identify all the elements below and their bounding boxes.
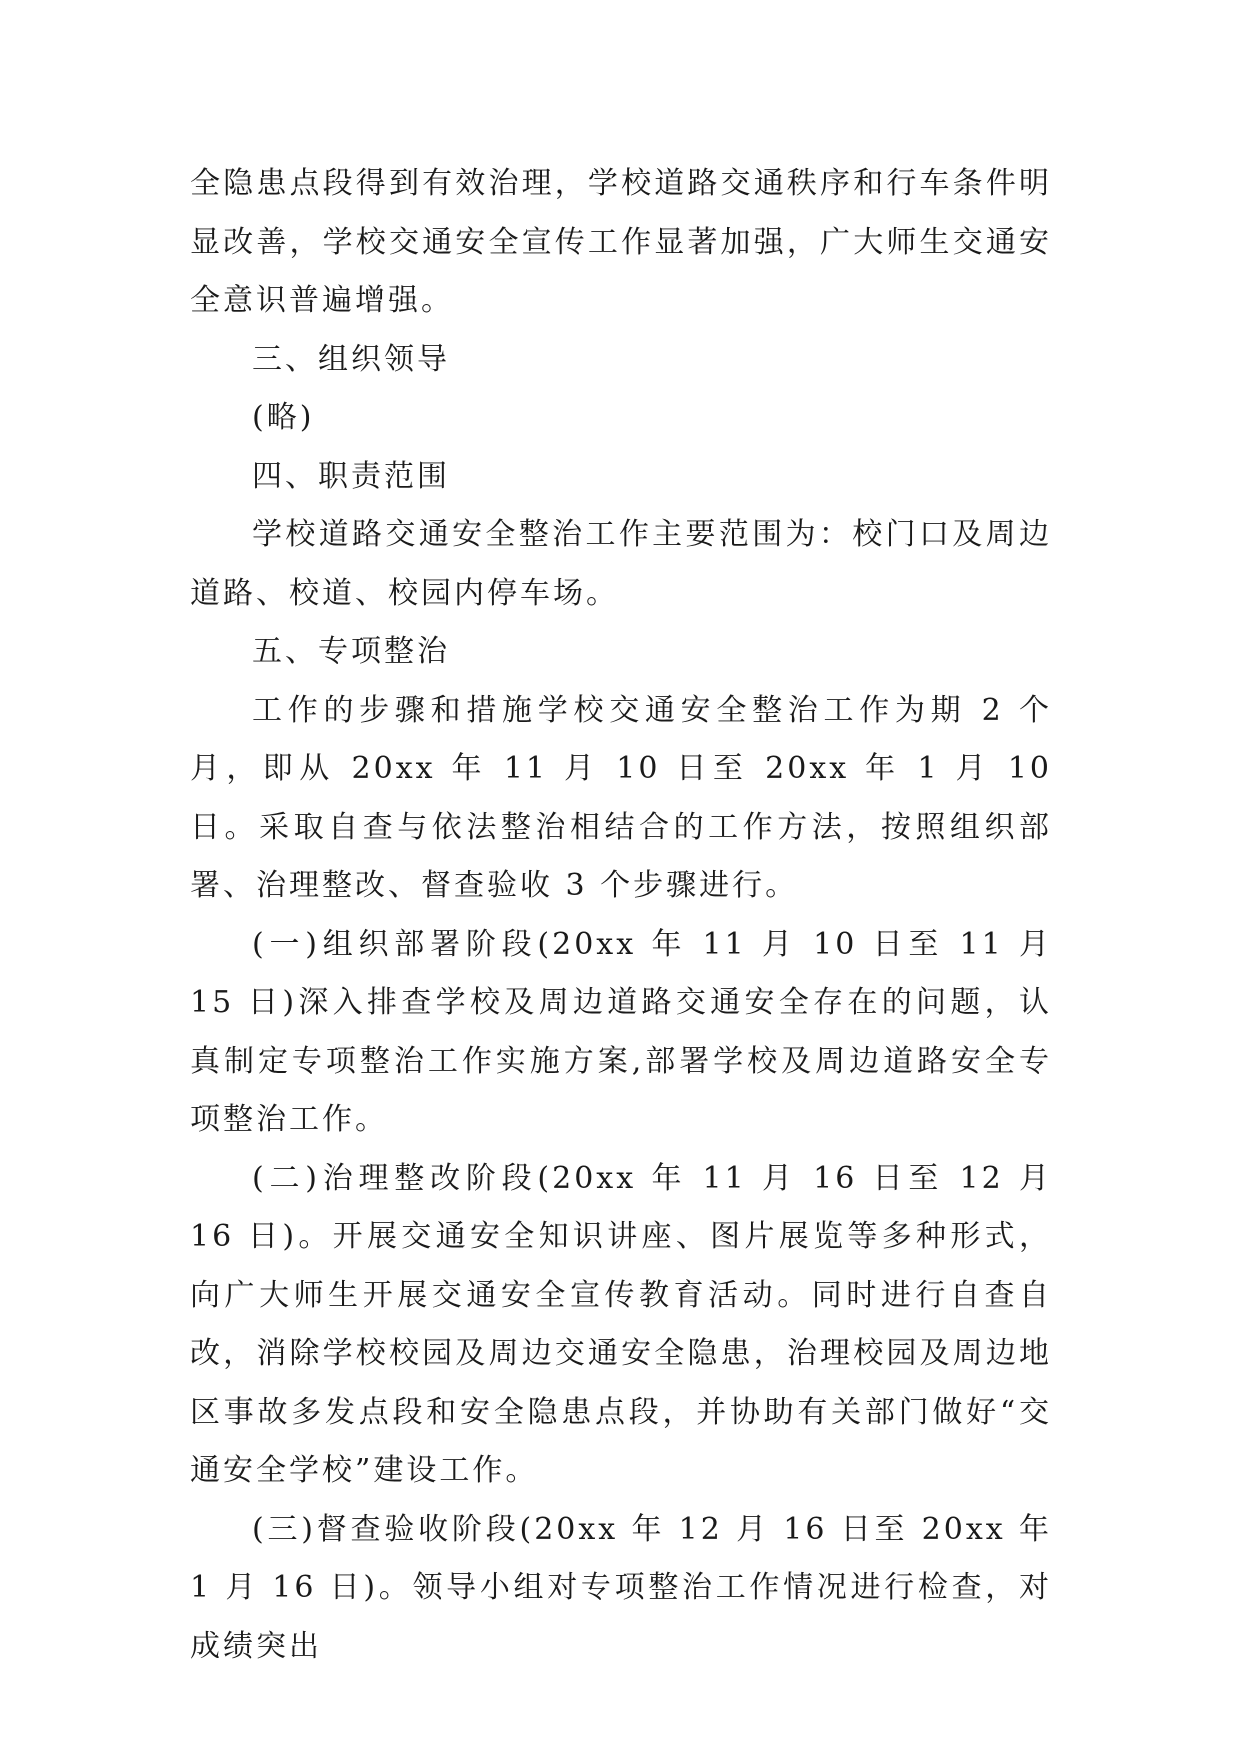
heading-scope-of-duties: 四、职责范围	[252, 458, 450, 494]
paragraph-scope: 学校道路交通安全整治工作主要范围为：校门口及周边道路、校道、校园内停车场。	[190, 517, 1052, 611]
heading-special-rectification: 五、专项整治	[252, 634, 450, 669]
paragraph-stage-three: (三)督查验收阶段(20xx 年 12 月 16 日至 20xx 年 1 月 16 日)。领导小组对专项整治工作情况进行检查，对成绩突出	[190, 1511, 1052, 1664]
paragraph-steps-and-measures: 工作的步骤和措施学校交通安全整治工作为期 2 个月，即从 20xx 年 11 月 10 日至 20xx 年 1 月 10 日。采取自查与依法整治相结合的工作方法，按照组织部署、治理整改、督查验收 3 个步骤进行。	[190, 692, 1052, 903]
heading-organization-leadership: 三、组织领导	[252, 341, 450, 377]
paragraph-stage-two: (二)治理整改阶段(20xx 年 11 月 16 日至 12 月 16 日)。开展交通安全知识讲座、图片展览等多种形式，向广大师生开展交通安全宣传教育活动。同时进行自查自改，消除学校校园及周边交通安全隐患，治理校园及周边地区事故多发点段和安全隐患点段，并协助有关部门做好“交通安全学校”建设工作。	[190, 1160, 1052, 1488]
paragraph-omitted: (略)	[252, 400, 315, 435]
paragraph-continuation: 全隐患点段得到有效治理，学校道路交通秩序和行车条件明显改善，学校交通安全宣传工作显著加强，广大师生交通安全意识普遍增强。	[190, 166, 1052, 318]
paragraph-stage-one: (一)组织部署阶段(20xx 年 11 月 10 日至 11 月 15 日)深入排查学校及周边道路交通安全存在的问题，认真制定专项整治工作实施方案,部署学校及周边道路安全专项整治工作。	[190, 926, 1052, 1137]
document-body	[190, 155, 1052, 1676]
